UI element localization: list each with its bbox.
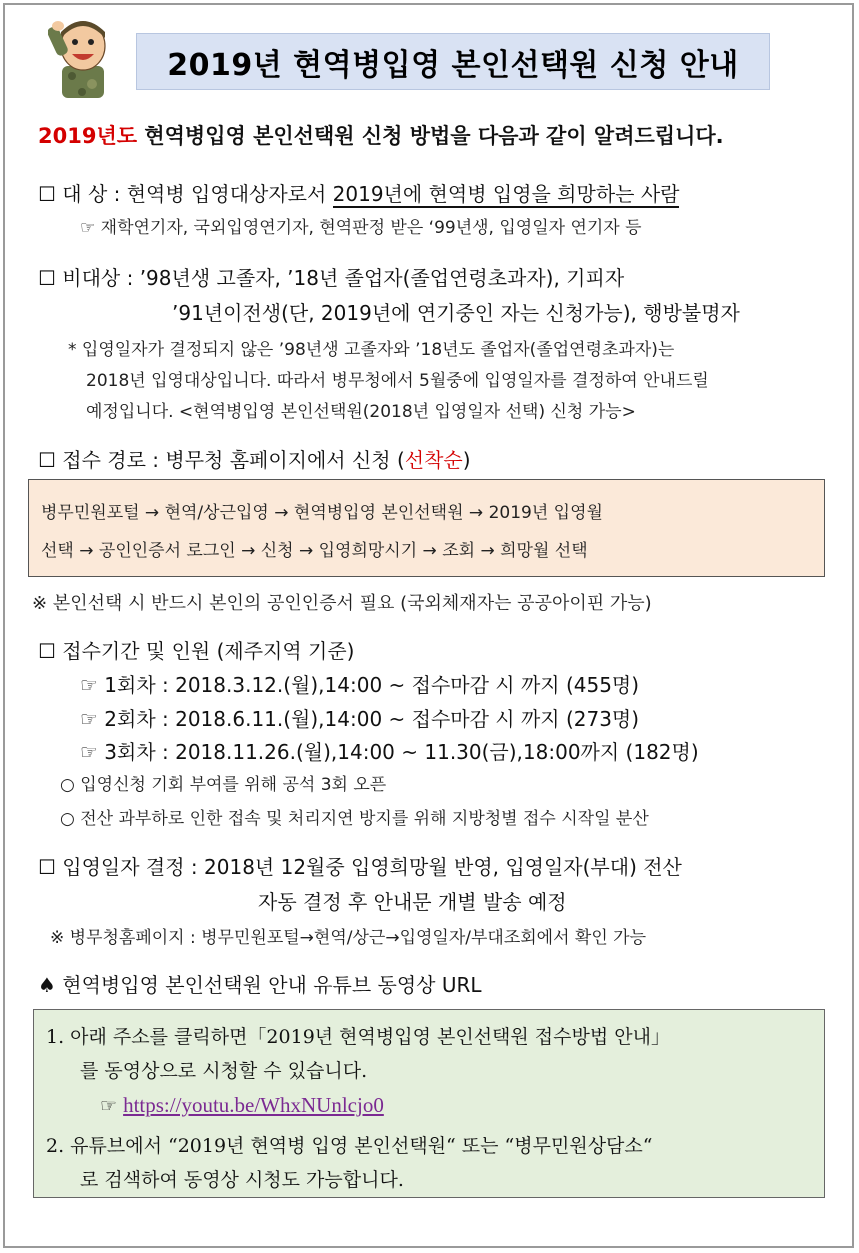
cert-note: ※ 본인선택 시 반드시 본인의 공인인증서 필요 (국외체재자는 공공아이핀 가능) (32, 593, 652, 614)
route-steps-line2: 선택 → 공인인증서 로그인 → 신청 → 입영희망시기 → 조회 → 희망월 선택 (41, 541, 588, 561)
route-highlight: 선착순 (404, 448, 463, 472)
non-target-line1: ☐ 비대상 : ’98년생 고졸자, ’18년 졸업자(졸업연령초과자), 기피자 (38, 266, 625, 290)
route-close: ) (462, 448, 471, 472)
youtube-item2-line1: 2. 유튜브에서 “2019년 현역병 입영 본인선택원“ 또는 “병무민원상담소“ (46, 1135, 653, 1157)
non-target-note2: 2018년 입영대상입니다. 따라서 병무청에서 5월중에 입영일자를 결정하여 안내드릴 (86, 371, 709, 391)
route-steps-box (28, 479, 825, 577)
title-banner (136, 33, 770, 90)
route-steps-line1: 병무민원포털 → 현역/상근입영 → 현역병입영 본인선택원 → 2019년 입영월 (41, 503, 603, 523)
youtube-item2-line2: 로 검색하여 동영상 시청도 가능합니다. (80, 1169, 404, 1191)
page-title: 2019년 현역병입영 본인선택원 신청 안내 (167, 47, 739, 83)
non-target-note1: * 입영일자가 결정되지 않은 ’98년생 고졸자와 ’18년도 졸업자(졸업연령초과자)는 (68, 340, 675, 360)
target-label: ☐ 대 상 : 현역병 입영대상자로서 (38, 182, 333, 206)
period-note-2: ○ 전산 과부하로 인한 접속 및 처리지연 방지를 위해 지방청별 접수 시작일 분산 (60, 809, 649, 829)
non-target-line2: ’91년이전생(단, 2019년에 연기중인 자는 신청가능), 행방불명자 (172, 301, 740, 325)
youtube-item1-line1: 1. 아래 주소를 클릭하면「2019년 현역병입영 본인선택원 접수방법 안내」 (46, 1026, 670, 1048)
decision-line1: ☐ 입영일자 결정 : 2018년 12월중 입영희망월 반영, 입영일자(부대) 전산 (38, 855, 682, 879)
youtube-item1-line2: 를 동영상으로 시청할 수 있습니다. (80, 1060, 368, 1082)
hand-pointer-icon: ☞ (100, 1095, 118, 1117)
intro-text: 현역병입영 본인선택원 신청 방법을 다음과 같이 알려드립니다. (137, 124, 724, 148)
soldier-mascot-icon (48, 12, 118, 98)
round-3: ☞ 3회차 : 2018.11.26.(월),14:00 ~ 11.30(금),18:00까지 (182명) (80, 740, 699, 764)
decision-note: ※ 병무청홈페이지 : 병무민원포털→현역/상근→입영일자/부대조회에서 확인 가능 (50, 928, 647, 948)
round-2: ☞ 2회차 : 2018.6.11.(월),14:00 ~ 접수마감 시 까지 (273명) (80, 707, 640, 731)
route-label: ☐ 접수 경로 : 병무청 홈페이지에서 신청 ( (38, 448, 405, 472)
period-label: ☐ 접수기간 및 인원 (제주지역 기준) (38, 639, 355, 663)
intro-year: 2019년도 (38, 124, 138, 148)
youtube-heading: ♠ 현역병입영 본인선택원 안내 유튜브 동영상 URL (38, 973, 482, 997)
youtube-link-row (46, 1088, 814, 1123)
youtube-box (33, 1009, 825, 1198)
round-1: ☞ 1회차 : 2018.3.12.(월),14:00 ~ 접수마감 시 까지 (455명) (80, 673, 640, 697)
target-sub: ☞ 재학연기자, 국외입영연기자, 현역판정 받은 ‘99년생, 입영일자 연기자 등 (80, 218, 642, 238)
intro-line (38, 120, 724, 150)
period-note-1: ○ 입영신청 기회 부여를 위해 공석 3회 오픈 (60, 775, 387, 795)
non-target-note3: 예정입니다. <현역병입영 본인선택원(2018년 입영일자 선택) 신청 가능> (86, 402, 636, 422)
target-line (38, 178, 679, 207)
target-underlined: 2019년에 현역병 입영을 희망하는 사람 (332, 182, 680, 206)
route-line (38, 444, 471, 473)
youtube-link[interactable]: https://youtu.be/WhxNUnlcjo0 (123, 1093, 384, 1117)
decision-line2: 자동 결정 후 안내문 개별 발송 예정 (258, 890, 567, 914)
